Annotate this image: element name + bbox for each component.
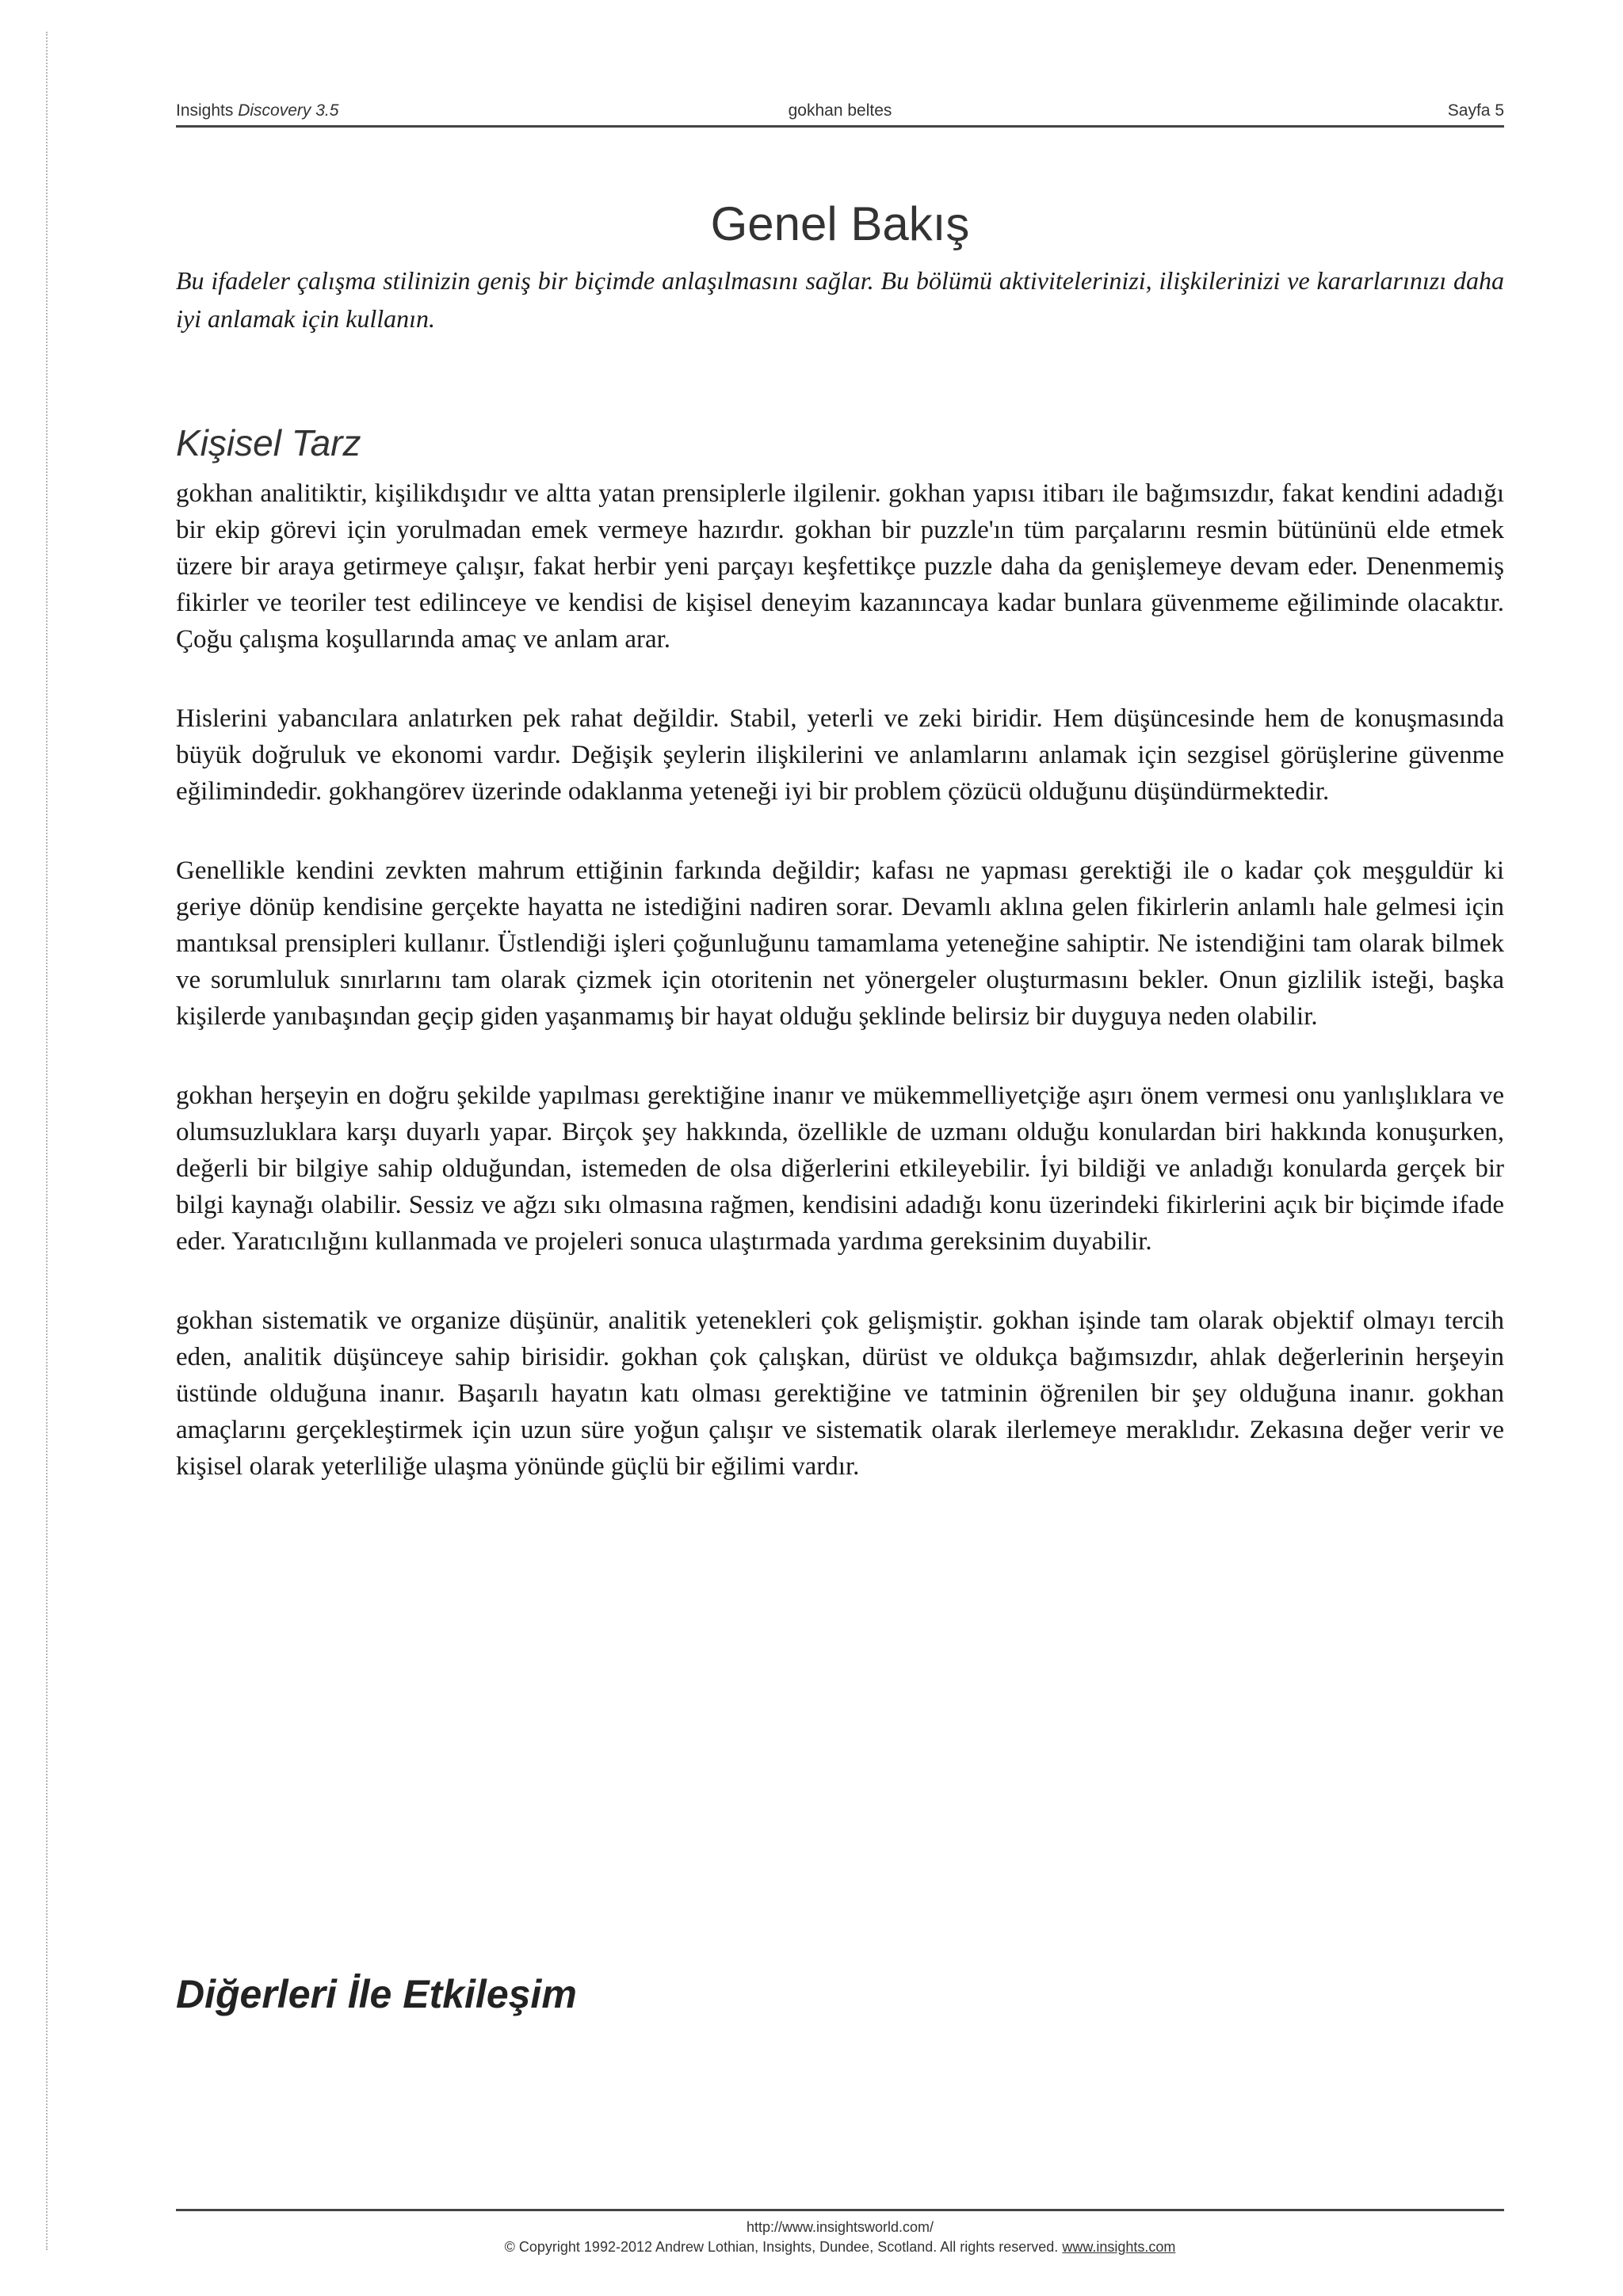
footer-divider (176, 2209, 1504, 2211)
body-paragraph: Genellikle kendini zevkten mahrum ettiğinin farkında değildir; kafası ne yapması gerektiği ile o kadar çok meşguldür ki geriye dönüp kendisine gerçekte hayatta ne istediğini nadiren sorar. Devamlı aklına gelen fikirlerin anlamlı hale gelmesi için mantıksal prensipleri kullanır. Üstlendiği işleri çoğunluğunu tamamlama yeteneğine sahiptir. Ne istendiğini tam olarak bilmek ve sorumluluk sınırlarını tam olarak çizmek için otoritenin net yönergeler oluşturmasını bekler. Onun gizlilik isteği, başka kişilerde yanıbaşından geçip giden yaşanmamış bir hayat olduğu şeklinde belirsiz bir duyguya neden olabilir. (176, 856, 1504, 1031)
section-heading-digerleri-ile-etkilesim: Diğerleri İle Etkileşim (176, 1972, 577, 2016)
intro-paragraph: Bu ifadeler çalışma stilinizin geniş bir biçimde anlaşılmasını sağlar. Bu bölümü aktivitelerinizi, ilişkilerinizi ve kararlarınızı daha iyi anlamak için kullanın. (176, 266, 1504, 333)
footer-copyright (176, 2237, 1504, 2257)
footer-copyright-text: © Copyright 1992-2012 Andrew Lothian, Insights, Dundee, Scotland. All rights reserved. (504, 2239, 1059, 2255)
header-divider (176, 125, 1504, 128)
page-title: Genel Bakış (710, 197, 970, 250)
scan-margin-artifact (46, 32, 54, 2250)
header-person-name: gokhan beltes (788, 101, 892, 120)
header-app-name: Insights (176, 101, 234, 120)
page-footer (176, 2209, 1504, 2257)
header-app-version: Discovery 3.5 (238, 101, 339, 120)
body-paragraph: gokhan herşeyin en doğru şekilde yapılması gerektiğine inanır ve mükemmelliyetçiğe aşırı önem vermesi onu yanlışlıklara ve olumsuzluklara karşı duyarlı yapar. Birçok şey hakkında, özellikle de uzmanı olduğu konulardan biri hakkında konuşurken, değerli bir bilgiye sahip olduğundan, istemeden de olsa diğerlerini etkileyebilir. İyi bildiği ve anladığı konularda gerçek bir bilgi kaynağı olabilir. Sessiz ve ağzı sıkı olmasına rağmen, kendisini adadığı konu üzerindeki fikirlerini açık bir biçimde ifade eder. Yaratıcılığını kullanmada ve projeleri sonuca ulaştırmada yardıma gereksinim duyabilir. (176, 1081, 1504, 1256)
footer-url-link[interactable]: http://www.insightsworld.com/ (746, 2219, 934, 2235)
page-header (176, 101, 1504, 133)
header-page-number: Sayfa 5 (1447, 101, 1504, 120)
section-body-kisisel-tarz (176, 475, 1504, 1527)
body-paragraph: Hislerini yabancılara anlatırken pek rahat değildir. Stabil, yeterli ve zeki biridir. Hem düşüncesinde hem de konuşmasında büyük doğruluk ve ekonomi vardır. Değişik şeylerin ilişkilerini ve anlamlarını anlamak için sezgisel görüşlerine güvenme eğilimindedir. gokhangörev üzerinde odaklanma yeteneği iyi bir problem çözücü olduğunu düşündürmektedir. (176, 704, 1504, 806)
footer-website-link[interactable]: www.insights.com (1062, 2239, 1176, 2255)
body-paragraph: gokhan analitiktir, kişilikdışıdır ve altta yatan prensiplerle ilgilenir. gokhan yapısı itibarı ile bağımsızdır, fakat kendini adadığı bir ekip görevi için yorulmadan emek vermeye hazırdır. gokhan bir puzzle'ın tüm parçalarını resmin bütününü elde etmek üzere bir araya getirmeye çalışır, fakat herbir yeni parçayı keşfettikçe puzzle daha da genişlemeye devam eder. Denenmemiş fikirler ve teoriler test edilinceye ve kendisi de kişisel deneyim kazanıncaya kadar bunlara güvenmeme eğiliminde olacaktır. Çoğu çalışma koşullarında amaç ve anlam arar. (176, 479, 1504, 654)
body-paragraph: gokhan sistematik ve organize düşünür, analitik yetenekleri çok gelişmiştir. gokhan işinde tam olarak objektif olmayı tercih eden, analitik düşünceye sahip birisidir. gokhan çok çalışkan, dürüst ve oldukça bağımsızdır, ahlak değerlerinin herşeyin üstünde olduğuna inanır. Başarılı hayatın katı olması gerektiğine ve tatminin öğrenilen bir şey olduğuna inanır. gokhan amaçlarını gerçekleştirmek için uzun süre yoğun çalışır ve sistematik olarak ilerlemeye meraklıdır. Zekasına değer verir ve kişisel olarak yeterliliğe ulaşma yönünde güçlü bir eğilimi vardır. (176, 1306, 1504, 1481)
section-heading-kisisel-tarz: Kişisel Tarz (176, 422, 361, 463)
